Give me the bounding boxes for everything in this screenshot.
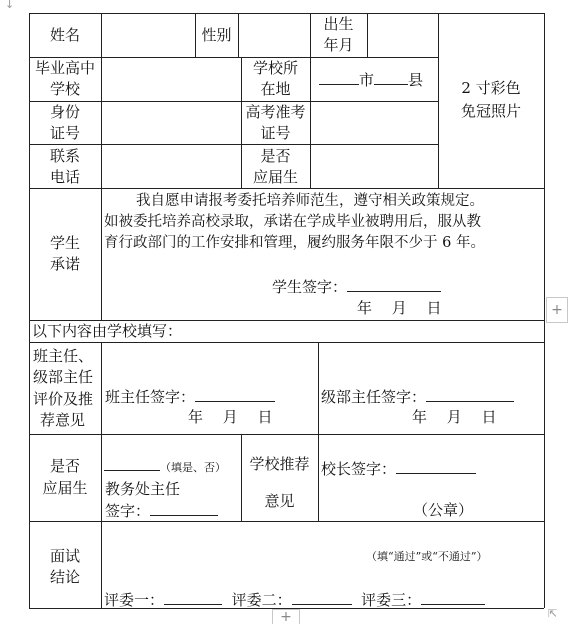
grade-director-sign-date: 年 月 日 — [412, 408, 497, 426]
school-label: 毕业高中 — [34, 59, 95, 77]
fresh-graduate-label: 是否 — [260, 147, 291, 165]
evaluation-label: 班主任、 — [33, 347, 94, 365]
id-label: 证号 — [49, 124, 80, 142]
col-line — [318, 342, 319, 434]
pledge-label: 学生 — [49, 234, 80, 252]
table-border-right — [544, 13, 545, 608]
fresh-graduate-label: 应届生 — [42, 479, 88, 497]
exam-number-label: 高考准考 — [245, 103, 306, 121]
homeroom-sign-date: 年 月 日 — [188, 408, 273, 426]
col-line — [367, 13, 368, 57]
grade-director-signature-field[interactable]: 级部主任签字： — [321, 386, 514, 408]
judge-signatures[interactable]: 评委一： 评委二： 评委三： — [104, 589, 485, 611]
id-label: 身份 — [49, 103, 80, 121]
location-label: 在地 — [260, 80, 291, 98]
contact-label: 联系 — [49, 147, 80, 165]
interview-label: 面试 — [49, 547, 80, 565]
recommendation-label: 学校推荐 — [249, 455, 310, 473]
evaluation-label: 级部主任 — [33, 368, 94, 386]
col-line — [238, 13, 239, 57]
add-column-button[interactable]: + — [546, 297, 568, 323]
student-sign-date: 年 月 日 — [357, 299, 442, 317]
recommendation-label: 意见 — [264, 492, 295, 510]
col-line — [318, 434, 319, 521]
birth-label: 出生 — [323, 15, 354, 33]
row-line — [29, 144, 438, 145]
homeroom-signature-field[interactable]: 班主任签字： — [105, 386, 275, 408]
evaluation-label: 荐意见 — [40, 411, 86, 429]
principal-signature-field[interactable]: 校长签字： — [321, 458, 476, 480]
school-section-title: 以下内容由学校填写： — [32, 322, 183, 340]
exam-number-label: 证号 — [260, 124, 291, 142]
name-label: 姓名 — [49, 26, 80, 44]
official-seal-text: （公章） — [413, 501, 474, 519]
resize-corner-icon[interactable]: ⇱ — [548, 607, 558, 620]
pledge-text: 如被委托培养高校录取，承诺在学成毕业被聘用后，服从教 — [104, 214, 481, 230]
school-label: 学校 — [49, 80, 80, 98]
fresh-graduate-field[interactable]: （填是、否） — [104, 455, 226, 478]
city-county-field[interactable]: 市 县 — [319, 69, 423, 91]
row-line — [29, 342, 544, 343]
office-director-signature-field[interactable]: 签字： — [105, 500, 218, 522]
interview-result-hint: （填“通过”或“不通过”） — [366, 550, 488, 563]
location-label: 学校所 — [252, 59, 298, 77]
office-director-label: 教务处主任 — [105, 480, 181, 498]
interview-label: 结论 — [49, 568, 80, 586]
contact-label: 电话 — [49, 168, 80, 186]
pledge-text: 育行政部门的工作安排和管理，履约服务年限不少于 6 年。 — [104, 235, 485, 251]
fresh-graduate-label: 是否 — [49, 457, 80, 475]
corner-mark-icon: ↓ — [5, 0, 15, 11]
photo-placeholder: 2 寸彩色 — [461, 79, 521, 97]
table-border-top — [29, 13, 544, 14]
col-line — [101, 342, 102, 608]
row-line — [29, 188, 544, 189]
gender-label: 性别 — [201, 26, 232, 44]
pledge-label: 承诺 — [49, 255, 80, 273]
evaluation-label: 评价及推 — [33, 390, 94, 408]
col-line — [101, 13, 102, 320]
fresh-graduate-label: 应届生 — [252, 168, 298, 186]
photo-placeholder: 免冠照片 — [460, 102, 521, 120]
student-signature-field[interactable]: 学生签字： — [272, 276, 441, 298]
pledge-text: 我自愿申请报考委托培养师范生，遵守相关政策规定。 — [136, 193, 484, 209]
birth-label: 年月 — [323, 36, 354, 54]
add-row-button[interactable]: + — [272, 609, 300, 624]
col-line — [310, 57, 311, 188]
row-line — [29, 434, 544, 435]
